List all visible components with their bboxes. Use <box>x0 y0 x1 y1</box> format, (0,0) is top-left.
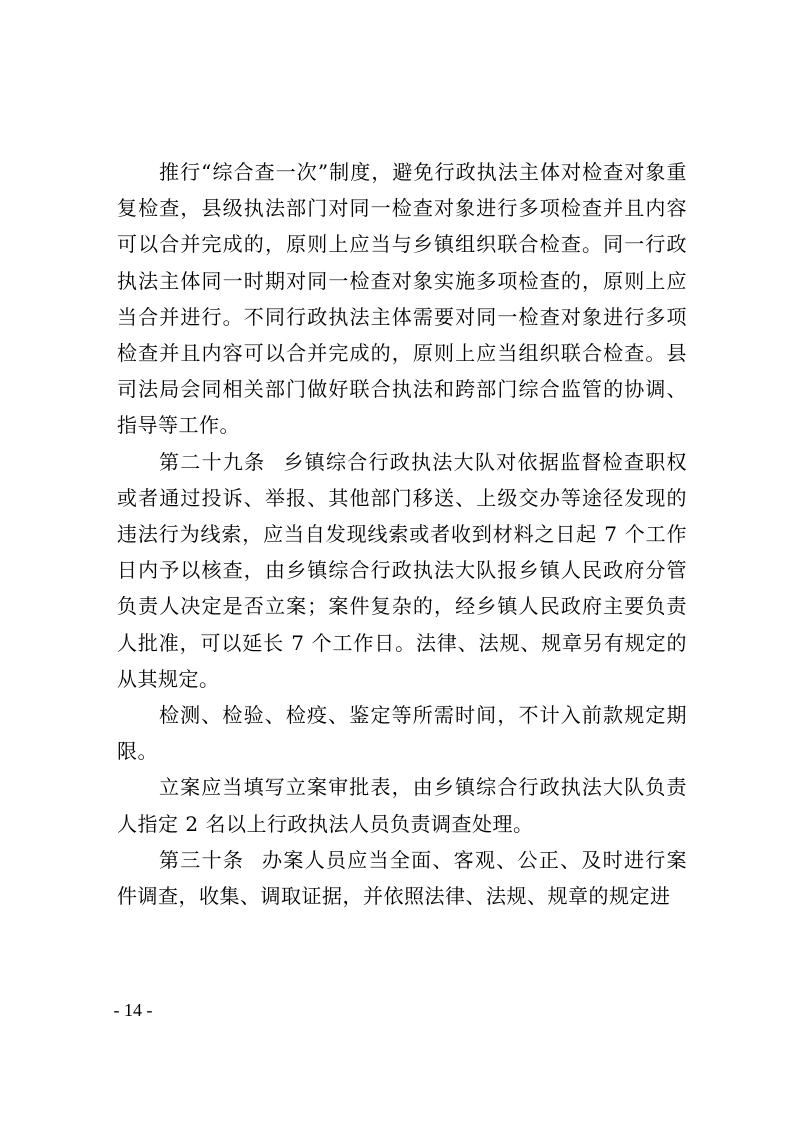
page-number: - 14 - <box>113 1000 153 1020</box>
article-label: 第三十条 <box>159 847 245 872</box>
paragraph-text: 乡镇综合行政执法大队对依据监督检查职权或者通过投诉、举报、其他部门移送、上级交办等途径发现的违法行为线索，应当自发现线索或者收到材料之日起 7 个工作日内予以核查，由乡镇综合行政执法大队报乡镇人民政府分管负责人决定是否立案；案件复杂的，经乡镇人民政府主要负责人批准，可以延长 7 个工作日。法律、法规、规章另有规定的从其规定。 <box>117 449 688 691</box>
paragraph-text: 办案人员应当全面、客观、公正、及时进行案件调查，收集、调取证据，并依照法律、法规、规章的规定进 <box>117 847 688 909</box>
paragraph-text: 立案应当填写立案审批表，由乡镇综合行政执法大队负责人指定 2 名以上行政执法人员负责调查处理。 <box>117 775 687 836</box>
paragraph-case-filing <box>117 769 687 841</box>
paragraph-comprehensive-inspection <box>117 154 687 444</box>
paragraph-article-29 <box>117 444 687 697</box>
article-label: 第二十九条 <box>159 449 266 474</box>
paragraph-article-30 <box>117 842 687 914</box>
paragraph-text: 检测、检验、检疫、鉴定等所需时间，不计入前款规定期限。 <box>117 703 687 764</box>
body-text <box>117 154 687 914</box>
paragraph-time-exclusion <box>117 697 687 769</box>
paragraph-text: 推行“综合查一次”制度，避免行政执法主体对检查对象重复检查，县级执法部门对同一检查对象进行多项检查并且内容可以合并完成的，原则上应当与乡镇组织联合检查。同一行政执法主体同一时期对同一检查对象实施多项检查的，原则上应当合并进行。不同行政执法主体需要对同一检查对象进行多项检查并且内容可以合并完成的，原则上应当组织联合检查。县司法局会同相关部门做好联合执法和跨部门综合监管的协调、指导等工作。 <box>117 160 687 438</box>
